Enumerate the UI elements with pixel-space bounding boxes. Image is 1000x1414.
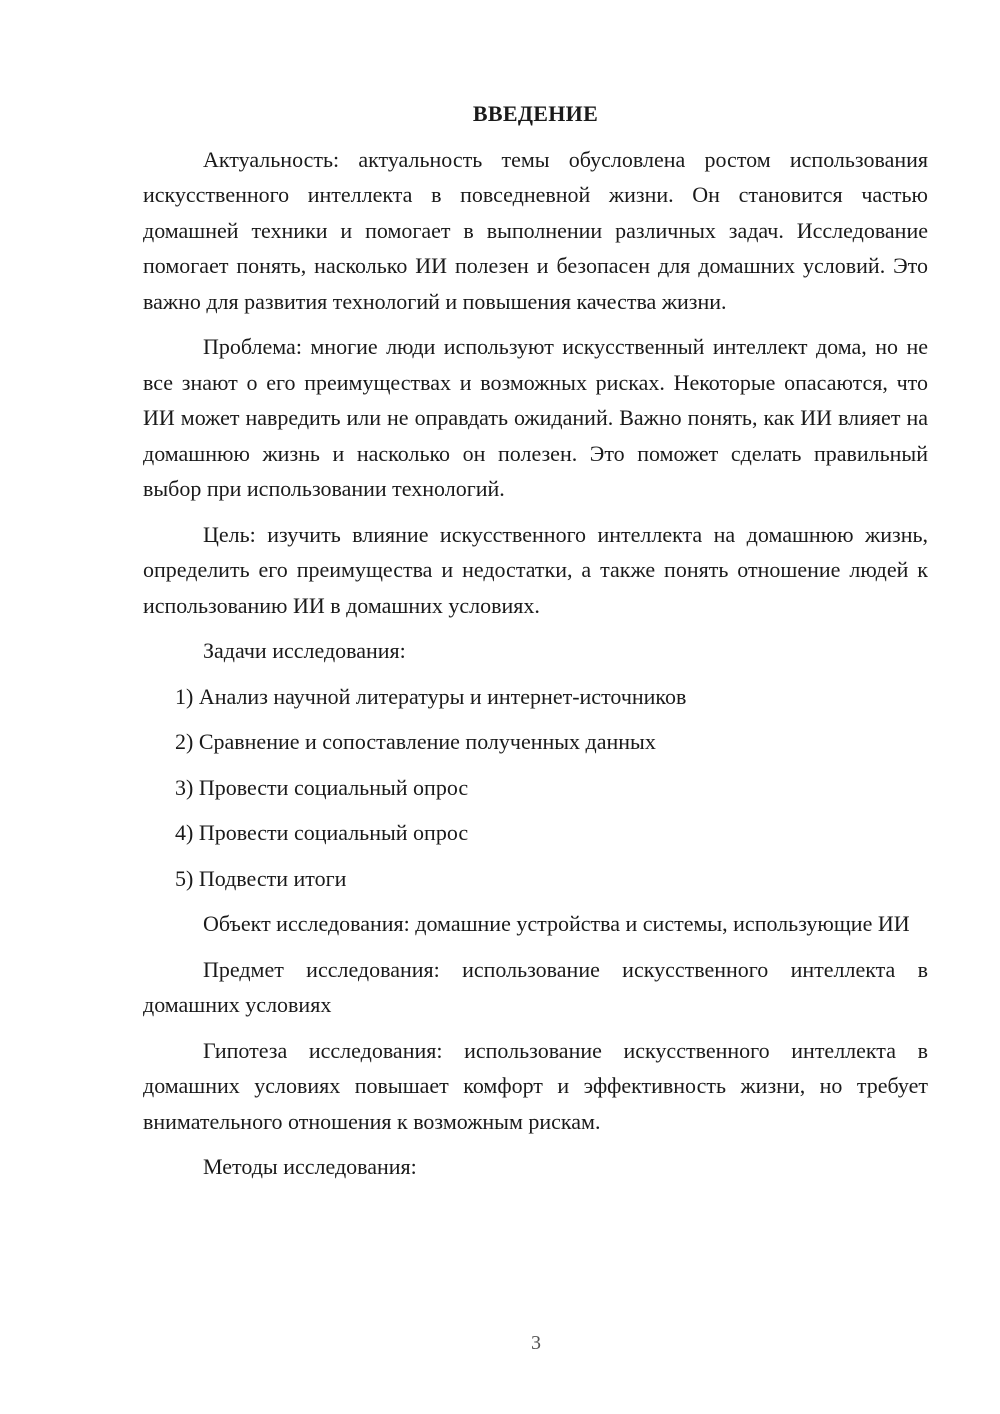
methods-heading: Методы исследования:	[203, 1154, 417, 1179]
tasks-heading: Задачи исследования:	[203, 638, 406, 663]
task-item-2: 2) Сравнение и сопоставление полученных данных	[175, 729, 656, 754]
task-item-3: 3) Провести социальный опрос	[175, 774, 469, 800]
relevance-paragraph: Актуальность: актуальность темы обусловлена ростом использования искусственного интеллекта в повседневной жизни. Он становится частью домашней техники и помогает в выполнении различных задач. Исследование помогает понять, насколько ИИ полезен и безопасен для домашних условий. Это важно для развития технологий и повышения качества жизни.	[143, 146, 928, 314]
task-item-4: 4) Провести социальный опрос	[175, 820, 469, 845]
hypothesis-paragraph: Гипотеза исследования: использование искусственного интеллекта в домашних условиях повышает комфорт и эффективность жизни, но требует внимательного отношения к возможным рискам.	[143, 1037, 928, 1134]
task-item-5: 5) Подвести итоги	[175, 865, 347, 891]
object-paragraph: Объект исследования: домашние устройства и системы, использующие ИИ	[203, 911, 910, 936]
section-title: ВВЕДЕНИЕ	[472, 101, 599, 126]
goal-paragraph: Цель: изучить влияние искусственного интеллекта на домашнюю жизнь, определить его преимущества и недостатки, а также понять отношение людей к использованию ИИ в домашних условиях.	[143, 521, 928, 618]
document-page	[143, 96, 928, 1195]
task-item-1: 1) Анализ научной литературы и интернет-источников	[175, 683, 687, 709]
problem-paragraph: Проблема: многие люди используют искусственный интеллект дома, но не все знают о его преимуществах и возможных рисках. Некоторые опасаются, что ИИ может навредить или не оправдать ожиданий. Важно понять, как ИИ влияет на домашнюю жизнь и насколько он полезен. Это поможет сделать правильный выбор при использовании технологий.	[143, 334, 928, 501]
page-number: 3	[531, 1332, 541, 1354]
subject-paragraph: Предмет исследования: использование искусственного интеллекта в домашних условиях	[143, 956, 928, 1017]
